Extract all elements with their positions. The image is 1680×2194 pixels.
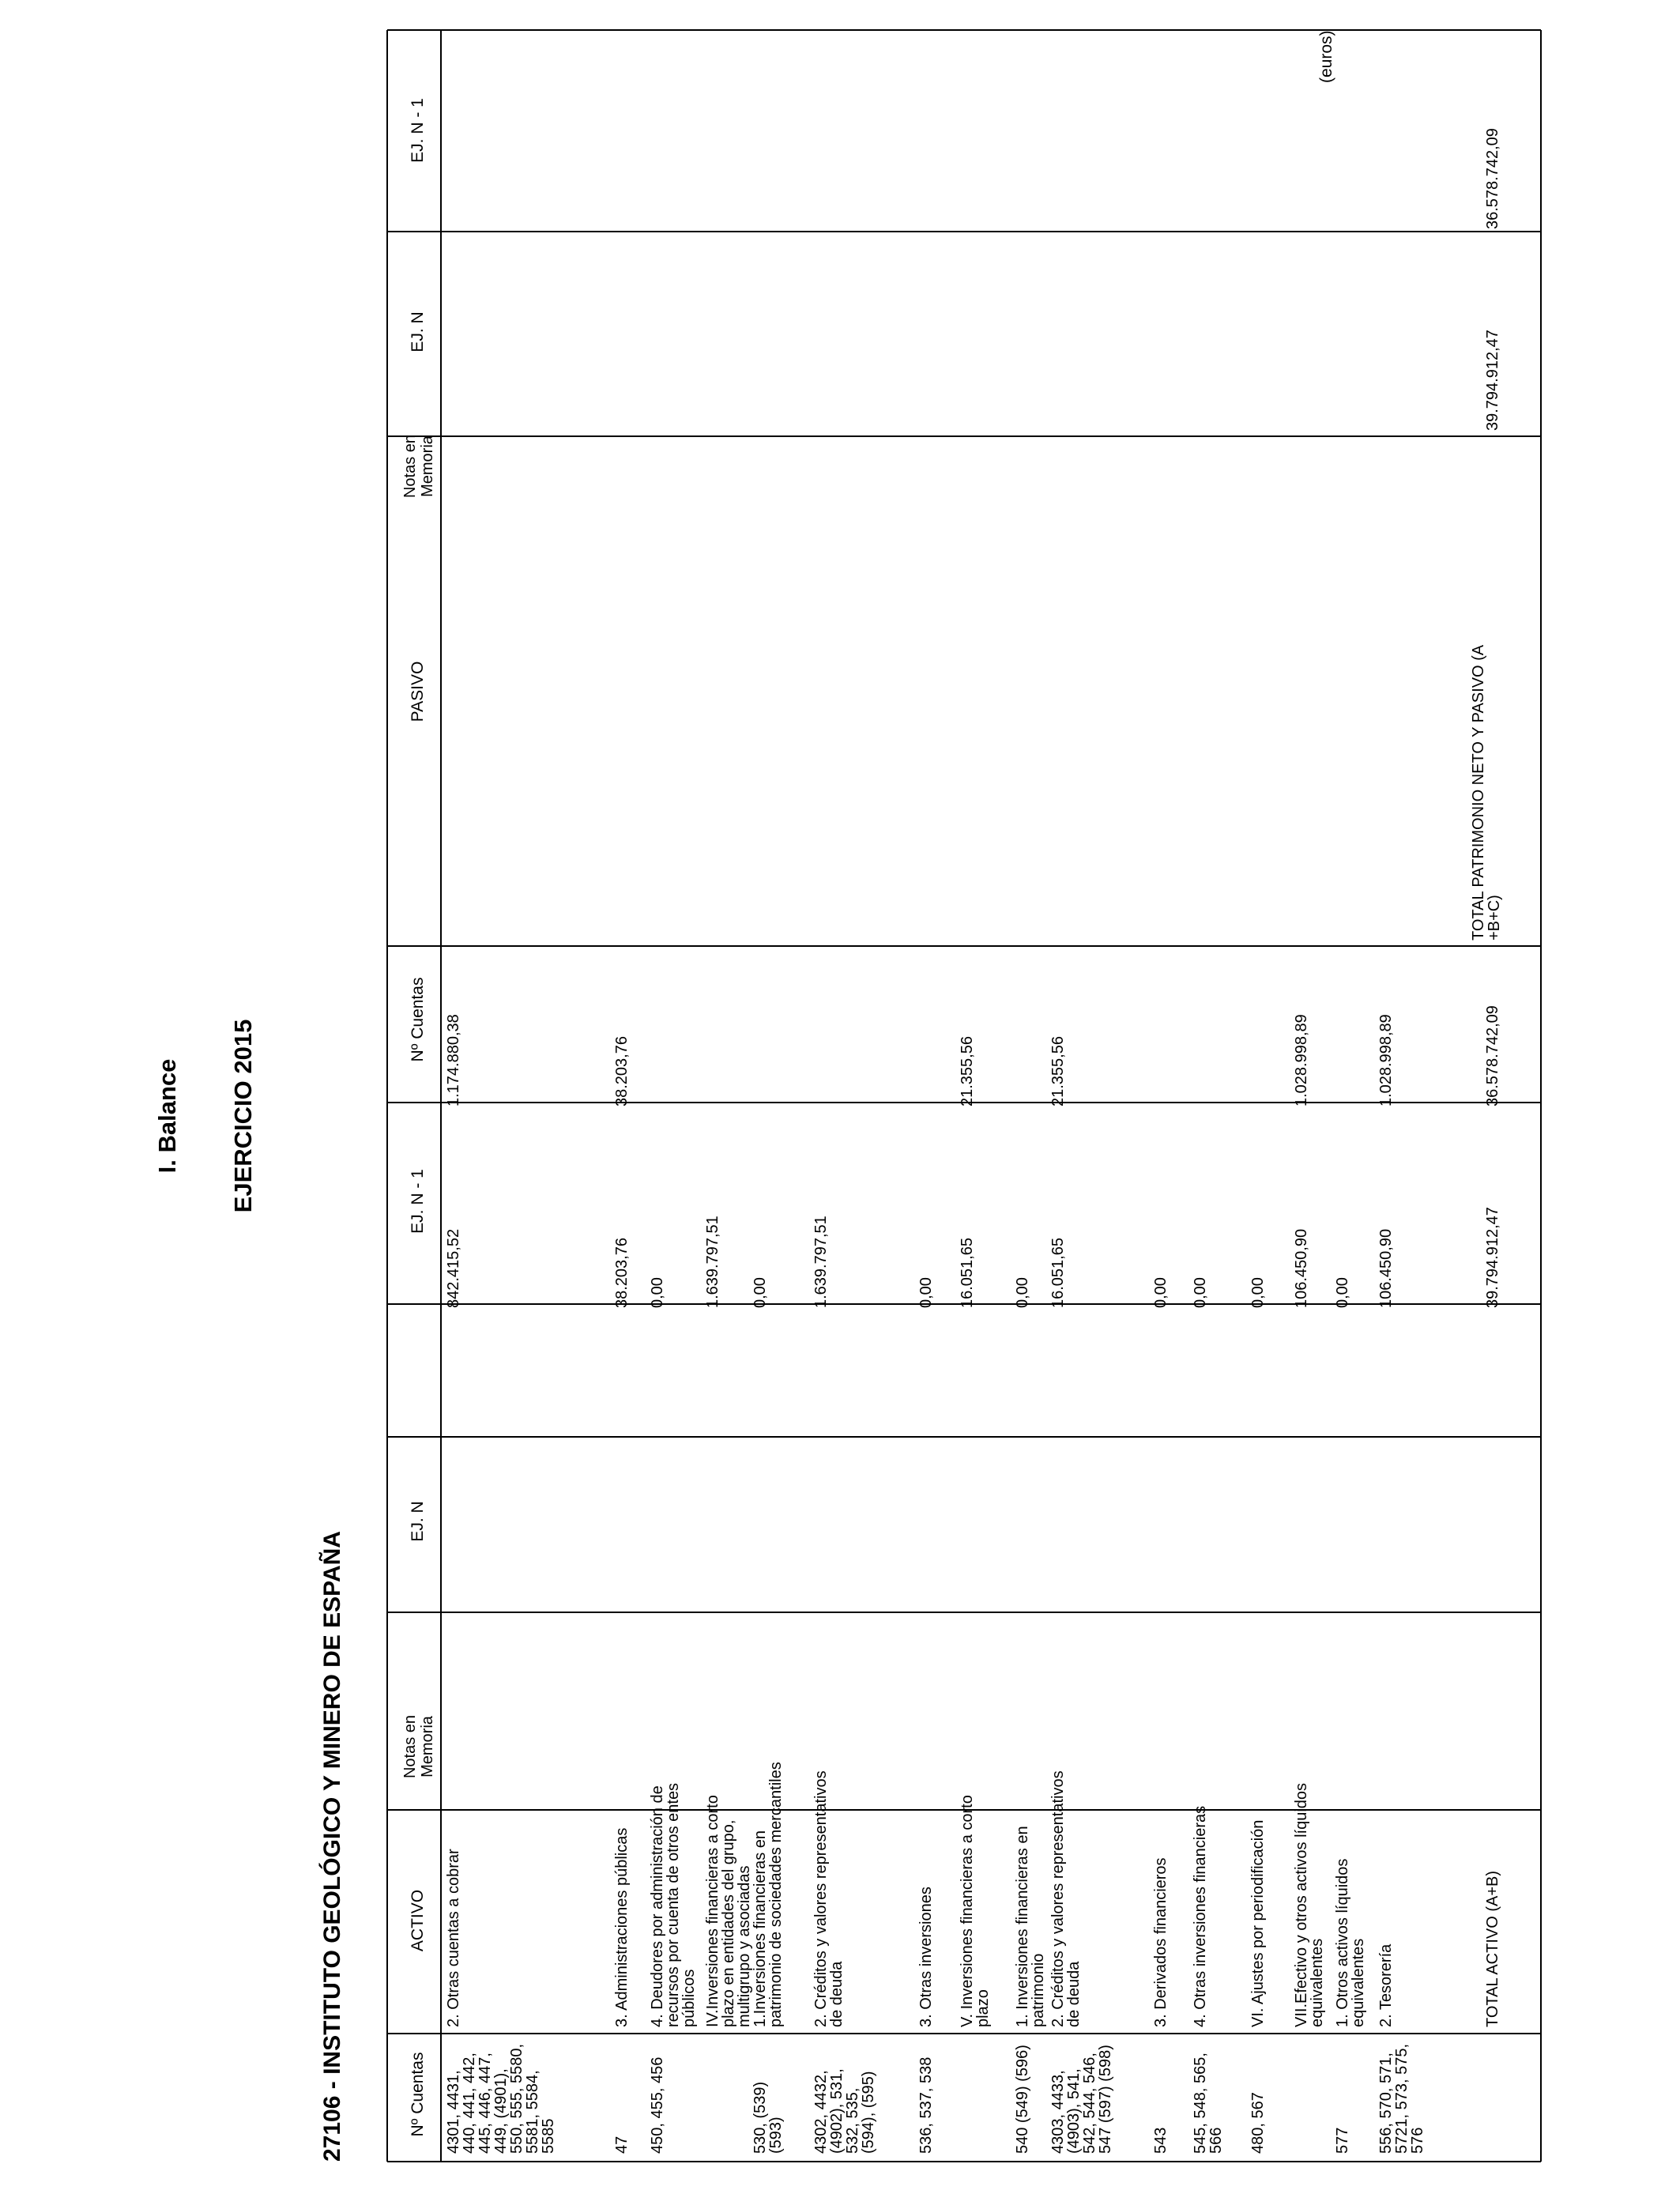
row-cuentas: 440, 441, 442, [461, 2053, 478, 2154]
row-cuentas: 540 (549) (596) [1014, 2045, 1031, 2154]
row-ej-n: 106.450,90 [1377, 1228, 1395, 1308]
row-ej-n: 106.450,90 [1293, 1228, 1310, 1308]
row-activo-label: 4. Deudores por administración de [649, 1785, 666, 2027]
row-ej-n: 0,00 [1014, 1277, 1031, 1308]
row-cuentas: 5585 [540, 2118, 557, 2154]
header-ej-n1: EJ. N - 1 [409, 1169, 427, 1234]
row-cuentas: 550, 555, 5580, [508, 2043, 525, 2154]
row-ej-n: 0,00 [751, 1277, 769, 1308]
row-cuentas: 556, 570, 571, [1377, 2053, 1395, 2154]
row-ej-n: 16.051,65 [959, 1238, 976, 1308]
row-activo-label: VI. Ajustes por periodificación [1249, 1819, 1267, 2027]
row-ej-n: 0,00 [917, 1277, 935, 1308]
row-cuentas: 576 [1409, 2127, 1426, 2154]
header-cuentas: Nº Cuentas [409, 2052, 427, 2137]
row-activo-label: recursos por cuenta de otros entes [665, 1782, 682, 2027]
header-notas: Memoria [419, 1716, 436, 1777]
row-activo-label: patrimonio de sociedades mercantiles [767, 1762, 785, 2027]
total-pasivo-label: +B+C) [1486, 895, 1503, 941]
row-activo-label: 3. Otras inversiones [917, 1887, 935, 2027]
row-activo-label: 1. Otros activos líquidos [1334, 1858, 1351, 2027]
row-ej-n1: 1.028.998,89 [1293, 1014, 1310, 1106]
row-activo-label: patrimonio [1030, 1953, 1047, 2027]
row-activo-label: 1. Inversiones financieras en [1014, 1826, 1031, 2027]
row-activo-label: 2. Tesorería [1377, 1943, 1395, 2027]
row-activo-label: 2. Otras cuentas a cobrar [445, 1849, 462, 2027]
row-ej-n: 0,00 [1152, 1277, 1170, 1308]
row-activo-label: V. Inversiones financieras a corto [959, 1795, 976, 2027]
row-cuentas: 536, 537, 538 [917, 2056, 935, 2154]
row-activo-label: plazo [974, 1989, 992, 2027]
row-activo-label: de deuda [1065, 1961, 1083, 2027]
row-activo-label: públicos [680, 1969, 698, 2027]
row-cuentas: (594), (595) [860, 2071, 877, 2154]
header-ej-n1-pasivo: EJ. N - 1 [409, 98, 427, 163]
row-activo-label: equivalentes [1350, 1938, 1367, 2027]
entity-name: 27106 - INSTITUTO GEOLÓGICO Y MINERO DE ESPAÑA [319, 1531, 345, 2162]
row-cuentas: 480, 567 [1249, 2092, 1267, 2154]
row-cuentas: 577 [1334, 2127, 1351, 2154]
header-notas-pasivo: Memoria [419, 435, 436, 497]
row-ej-n: 0,00 [1249, 1277, 1267, 1308]
header-ej-n: EJ. N [409, 1501, 427, 1542]
row-cuentas: 445, 446, 447, [477, 2053, 494, 2154]
header-ej-n-pasivo: EJ. N [409, 311, 427, 352]
total-pasivo-ej-n: 39.794.912,47 [1484, 330, 1501, 431]
row-cuentas: 449, (4901), [492, 2068, 510, 2154]
row-ej-n: 0,00 [649, 1277, 666, 1308]
row-cuentas: 530, (539) [751, 2081, 769, 2154]
row-activo-label: equivalentes [1309, 1938, 1326, 2027]
row-cuentas: 450, 455, 456 [649, 2056, 666, 2154]
row-activo-label: 2. Créditos y valores representativos [1049, 1770, 1067, 2027]
row-cuentas: 542, 544, 546, [1081, 2053, 1098, 2154]
row-cuentas: 566 [1207, 2127, 1225, 2154]
header-activo: ACTIVO [409, 1889, 427, 1952]
row-ej-n: 842.415,52 [445, 1228, 462, 1308]
row-cuentas: 4301, 4431, [445, 2070, 462, 2154]
header-notas-pasivo: Notas en [401, 434, 419, 499]
page-subtitle: EJERCICIO 2015 [229, 1019, 257, 1213]
row-ej-n1: 21.355,56 [1049, 1036, 1067, 1106]
row-cuentas: (4902), 531, [828, 2068, 846, 2154]
row-cuentas: 47 [613, 2136, 631, 2154]
header-pasivo: PASIVO [409, 661, 427, 722]
row-activo-label: 3. Derivados financieros [1152, 1857, 1170, 2027]
row-ej-n: 0,00 [1192, 1277, 1209, 1308]
row-ej-n: 1.639.797,51 [812, 1216, 830, 1308]
row-activo-label: 4. Otras inversiones financieras [1192, 1805, 1209, 2027]
row-activo-label: IV.Inversiones financieras a corto [704, 1795, 721, 2027]
row-ej-n1: 38.203,76 [613, 1036, 631, 1106]
row-cuentas: 4302, 4432, [812, 2070, 830, 2154]
row-ej-n1: 1.028.998,89 [1377, 1014, 1395, 1106]
row-cuentas: 547 (597) (598) [1097, 2045, 1114, 2154]
row-activo-label: 3. Administraciones públicas [613, 1827, 631, 2027]
row-ej-n1: 1.174.880,38 [445, 1014, 462, 1106]
page-title: I. Balance [153, 1058, 181, 1174]
units-label: (euros) [1317, 30, 1335, 83]
row-ej-n: 38.203,76 [613, 1238, 631, 1308]
row-activo-label: VII.Efectivo y otros activos líquidos [1293, 1782, 1310, 2027]
header-cuentas-pasivo: Nº Cuentas [409, 977, 427, 1062]
total-activo-label: TOTAL ACTIVO (A+B) [1484, 1870, 1501, 2027]
row-activo-label: multigrupo y asociadas [736, 1865, 753, 2027]
row-cuentas: 4303, 4433, [1049, 2070, 1067, 2154]
total-activo-ej-n1: 36.578.742,09 [1484, 1005, 1501, 1106]
total-pasivo-label: TOTAL PATRIMONIO NETO Y PASIVO (A [1470, 644, 1487, 941]
row-cuentas: 5721, 573, 575, [1393, 2043, 1411, 2154]
row-cuentas: (593) [767, 2117, 785, 2154]
header-notas: Notas en [401, 1714, 419, 1779]
row-cuentas: 532, 535, [844, 2087, 861, 2154]
row-activo-label: 1.Inversiones financieras en [751, 1830, 769, 2027]
row-ej-n1: 21.355,56 [959, 1036, 976, 1106]
row-ej-n: 16.051,65 [1049, 1238, 1067, 1308]
row-cuentas: (4903), 541, [1065, 2068, 1083, 2154]
row-activo-label: 2. Créditos y valores representativos [812, 1770, 830, 2027]
row-cuentas: 545, 548, 565, [1192, 2053, 1209, 2154]
row-activo-label: de deuda [828, 1961, 846, 2027]
row-cuentas: 543 [1152, 2127, 1170, 2154]
row-ej-n: 0,00 [1334, 1277, 1351, 1308]
row-cuentas: 5581, 5584, [524, 2070, 541, 2154]
total-activo-ej-n: 39.794.912,47 [1484, 1207, 1501, 1308]
total-pasivo-ej-n1: 36.578.742,09 [1484, 128, 1501, 229]
row-ej-n: 1.639.797,51 [704, 1216, 721, 1308]
row-activo-label: plazo en entidades del grupo, [720, 1819, 737, 2027]
